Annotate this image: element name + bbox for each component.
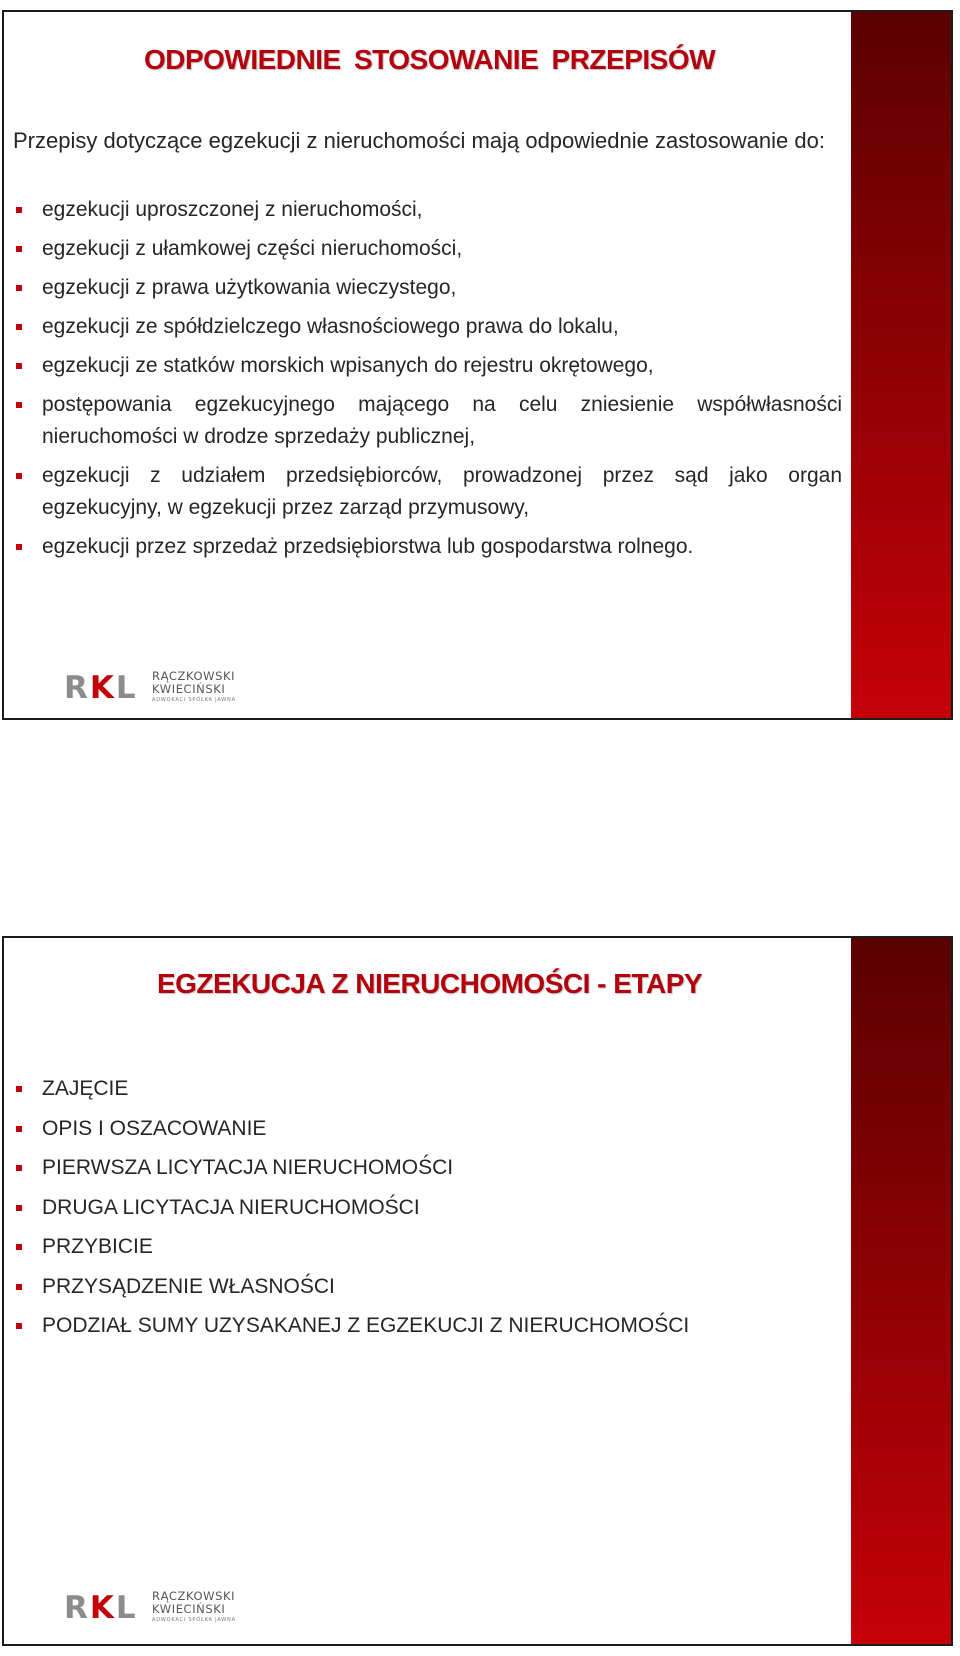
- logo-letter-k: K: [89, 1590, 116, 1626]
- logo-wordmark: [152, 1590, 236, 1624]
- logo-letter-r: R: [64, 1590, 90, 1626]
- list-item-text: egzekucji przez sprzedaż przedsiębiorstwa lub gospodarstwa rolnego.: [42, 535, 694, 558]
- list-item-text: egzekucji ze spółdzielczego własnościowego prawa do lokalu,: [42, 315, 619, 338]
- logo-line-2: KWIECIŃSKI: [152, 1602, 226, 1616]
- list-item-text: PODZIAŁ SUMY UZYSAKANEJ Z EGZEKUCJI Z NIERUCHOMOŚCI: [42, 1314, 690, 1337]
- square-bullet-icon: [16, 402, 22, 408]
- rkl-logo: [64, 670, 244, 710]
- square-bullet-icon: [16, 363, 22, 369]
- logo-line-3: ADWOKACI SPÓŁKA JAWNA: [152, 1617, 236, 1623]
- list-item-text: egzekucji z udziałem przedsiębiorców, prowadzonej przez sąd jako organ egzekucyjny, w egzekucji przez zarząd przymusowy,: [42, 464, 842, 519]
- list-item-text: DRUGA LICYTACJA NIERUCHOMOŚCI: [42, 1195, 420, 1219]
- slide-title: EGZEKUCJA Z NIERUCHOMOŚCI - ETAPY: [156, 968, 703, 999]
- logo-letter-l: L: [115, 670, 138, 706]
- list-item: [4, 194, 842, 226]
- square-bullet-icon: [16, 473, 22, 479]
- list-item: [4, 1113, 842, 1145]
- list-item-text: PRZYBICIE: [42, 1235, 153, 1258]
- logo-line-2: KWIECIŃSKI: [152, 682, 226, 696]
- list-item-text: egzekucji z prawa użytkowania wieczystego,: [42, 276, 457, 299]
- list-item-text: egzekucji ze statków morskich wpisanych do rejestru okrętowego,: [42, 354, 654, 377]
- square-bullet-icon: [16, 1244, 22, 1250]
- list-item: [4, 1073, 842, 1105]
- square-bullet-icon: [16, 285, 22, 291]
- list-item: [4, 233, 842, 265]
- list-item-text: PIERWSZA LICYTACJA NIERUCHOMOŚCI: [42, 1156, 454, 1179]
- list-item: [4, 1152, 842, 1184]
- decorative-side-band: [851, 938, 951, 1644]
- bullet-list: [4, 1073, 842, 1350]
- square-bullet-icon: [16, 1205, 22, 1211]
- list-item: [4, 389, 842, 453]
- list-item: [4, 1271, 842, 1303]
- square-bullet-icon: [16, 207, 22, 213]
- square-bullet-icon: [16, 1323, 22, 1329]
- decorative-side-band: [851, 12, 951, 718]
- square-bullet-icon: [16, 1126, 22, 1132]
- rkl-monogram: [64, 1592, 138, 1624]
- list-item-text: postępowania egzekucyjnego mającego na celu zniesienie współwłasności nieruchomości w drodze sprzedaży publicznej,: [42, 393, 842, 448]
- list-item: [4, 1231, 842, 1263]
- list-item-text: egzekucji uproszczonej z nieruchomości,: [42, 198, 423, 221]
- logo-letter-k: K: [89, 670, 116, 706]
- rkl-logo: [64, 1590, 244, 1630]
- list-item: [4, 350, 842, 382]
- bullet-list: [4, 194, 842, 570]
- square-bullet-icon: [16, 1284, 22, 1290]
- square-bullet-icon: [16, 324, 22, 330]
- list-item: [4, 531, 842, 563]
- list-item-text: egzekucji z ułamkowej części nieruchomości,: [42, 237, 463, 260]
- list-item: [4, 1192, 842, 1224]
- logo-wordmark: [152, 670, 236, 704]
- list-item: [4, 1310, 842, 1342]
- square-bullet-icon: [16, 1086, 22, 1092]
- list-item-text: OPIS I OSZACOWANIE: [42, 1116, 267, 1140]
- slide-enforcement-stages: [2, 936, 953, 1646]
- logo-letter-l: L: [115, 1590, 138, 1626]
- logo-line-3: ADWOKACI SPÓŁKA JAWNA: [152, 697, 236, 703]
- rkl-monogram: [64, 672, 138, 704]
- intro-paragraph: Przepisy dotyczące egzekucji z nieruchomości mają odpowiednie zastosowanie do:: [13, 128, 825, 153]
- list-item-text: PRZYSĄDZENIE WŁASNOŚCI: [42, 1274, 335, 1298]
- square-bullet-icon: [16, 1165, 22, 1171]
- logo-letter-r: R: [64, 670, 90, 706]
- square-bullet-icon: [16, 544, 22, 550]
- logo-line-1: RĄCZKOWSKI: [152, 669, 236, 683]
- list-item-text: ZAJĘCIE: [42, 1077, 129, 1100]
- logo-line-1: RĄCZKOWSKI: [152, 1589, 236, 1603]
- list-item: [4, 272, 842, 304]
- slide-applicable-provisions: [2, 10, 953, 720]
- list-item: [4, 311, 842, 343]
- square-bullet-icon: [16, 246, 22, 252]
- list-item: [4, 460, 842, 524]
- slide-title: ODPOWIEDNIE STOSOWANIE PRZEPISÓW: [143, 44, 716, 75]
